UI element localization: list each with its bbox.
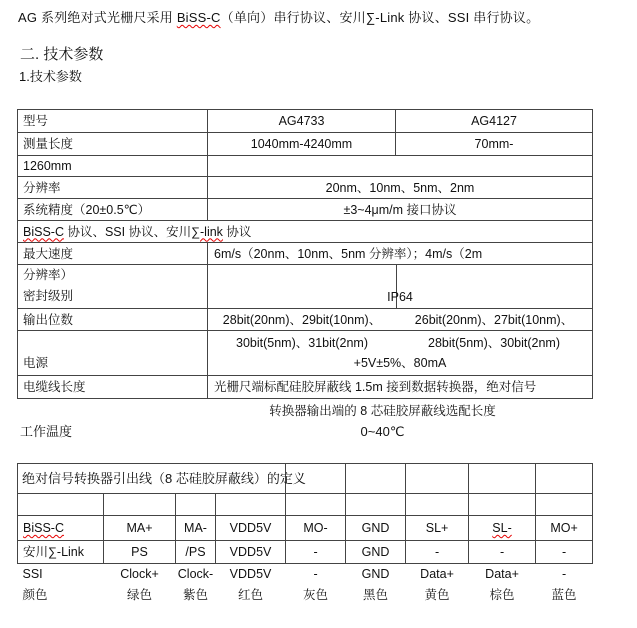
pinout-cell: -	[406, 541, 469, 564]
pinout-cell: PS	[104, 541, 176, 564]
pinout-cell: SL+	[406, 516, 469, 541]
pinout-cell: Clock+	[120, 567, 159, 581]
intro-text-pre: AG 系列绝对式光栅尺采用	[18, 10, 177, 25]
wire-color-cell: 黄色	[424, 588, 450, 602]
spec-label-output-bits: 输出位数	[18, 309, 208, 331]
empty-cell	[216, 494, 286, 516]
section-heading: 二. 技术参数	[20, 46, 104, 63]
pinout-title: 绝对信号转换器引出线（8 芯硅胶屏蔽线）的定义	[18, 464, 286, 494]
spec-sealing-value-cell	[208, 265, 593, 309]
spec-length-col2: 70mm-	[396, 133, 593, 156]
cable-continuation-text: 转换器输出端的 8 芯硅胶屏蔽线选配长度	[269, 404, 496, 418]
pinout-protocol-ssi: SSI	[22, 567, 43, 581]
sealing-label-line1: 分辨率）	[23, 268, 74, 282]
sealing-label-line2: 密封级别	[23, 289, 74, 303]
spec-label-model: 型号	[18, 110, 208, 133]
empty-cell	[104, 494, 176, 516]
table-row	[18, 243, 593, 265]
spec-protocols-row	[18, 221, 593, 243]
spec-label-cable: 电缆线长度	[18, 376, 208, 399]
table-row	[18, 584, 593, 606]
pinout-cell: VDD5V	[229, 567, 272, 581]
spec-max-speed-value: 6m/s（20nm、10nm、5nm 分辨率）；4m/s（2m	[208, 243, 593, 265]
spec-label-length: 测量长度	[18, 133, 208, 156]
spec-length-col1: 1040mm-4240mm	[208, 133, 396, 156]
table-row	[18, 516, 593, 541]
cable-continuation-line	[0, 401, 637, 421]
protocol-text: 协议、SSI 协议、安川	[63, 224, 192, 239]
empty-cell	[469, 494, 536, 516]
spec-cable-value: 光栅尺端标配硅胶屏蔽线 1.5m 接到数据转换器，绝对信号	[208, 376, 593, 399]
spec-length-continued: 1260mm	[18, 156, 208, 177]
pinout-cell: /PS	[176, 541, 216, 564]
sl-minus-misspelled: SL-	[492, 521, 512, 535]
table-row	[18, 309, 593, 331]
output-bits-ag4733: 28bit(20nm)、29bit(10nm)、	[222, 312, 382, 327]
table-row	[18, 376, 593, 399]
empty-cell	[208, 156, 593, 177]
spec-power-cell	[208, 331, 593, 376]
pinout-cell: -	[469, 541, 536, 564]
pinout-cell: -	[286, 541, 346, 564]
table-row	[18, 221, 593, 243]
intro-biss-c-misspelled: BiSS-C	[176, 10, 221, 25]
operating-temperature-line	[0, 422, 637, 442]
wire-color-cell: 黑色	[363, 588, 389, 602]
table-row	[18, 541, 593, 564]
pinout-protocol-yaskawa: 安川∑-Link	[18, 541, 104, 564]
spec-model-ag4127: AG4127	[396, 110, 593, 133]
table-row	[18, 199, 593, 221]
empty-cell	[346, 464, 406, 494]
wire-color-cell: 灰色	[303, 588, 329, 602]
spec-table	[17, 109, 593, 399]
spec-output-bits-cell	[208, 309, 593, 331]
pinout-cell: -	[313, 567, 318, 581]
empty-cell	[536, 464, 593, 494]
table-row	[18, 156, 593, 177]
pinout-cell: GND	[346, 516, 406, 541]
protocol-sigma-link-misspelled: ∑-link	[191, 224, 223, 239]
spec-accuracy-value: ±3~4μm/m 接口协议	[208, 199, 593, 221]
pinout-cell	[469, 516, 536, 541]
operating-temperature-label: 工作温度	[20, 424, 73, 439]
wire-color-cell: 紫色	[182, 588, 208, 602]
pinout-cell: GND	[361, 567, 390, 581]
subsection-heading: 1.技术参数	[19, 69, 82, 84]
pinout-cell: MA-	[176, 516, 216, 541]
output-bits-ag4127: 26bit(20nm)、27bit(10nm)、	[414, 312, 574, 327]
pinout-cell: -	[536, 541, 593, 564]
pinout-cell: GND	[346, 541, 406, 564]
pinout-cell: MO-	[286, 516, 346, 541]
pinout-cell: VDD5V	[216, 541, 286, 564]
empty-cell	[346, 494, 406, 516]
spec-label-max-speed: 最大速度	[18, 243, 208, 265]
table-row	[18, 494, 593, 516]
table-row	[18, 177, 593, 199]
wire-color-cell: 棕色	[489, 588, 515, 602]
spec-ip-rating: IP64	[387, 290, 413, 304]
table-row	[18, 110, 593, 133]
output-bits-ag4733-cont: 30bit(5nm)、31bit(2nm)	[236, 336, 368, 350]
spec-label-power: 电源	[18, 331, 208, 376]
protocol-biss-c-misspelled: BiSS-C	[23, 224, 64, 239]
empty-cell	[286, 494, 346, 516]
wire-color-cell: 绿色	[126, 588, 152, 602]
protocol-text-tail: 协议	[222, 224, 252, 239]
table-row	[18, 564, 593, 585]
empty-cell	[18, 494, 104, 516]
wire-color-cell: 蓝色	[551, 588, 577, 602]
empty-cell	[536, 494, 593, 516]
wire-color-label: 颜色	[22, 588, 48, 602]
spec-power-value: +5V±5%、80mA	[353, 356, 447, 370]
empty-cell	[469, 464, 536, 494]
pinout-cell: Clock-	[177, 567, 214, 581]
table-row	[18, 265, 593, 309]
spec-model-ag4733: AG4733	[208, 110, 396, 133]
empty-cell	[176, 494, 216, 516]
spec-label-accuracy: 系统精度（20±0.5℃）	[18, 199, 208, 221]
spec-resolution-value: 20nm、10nm、5nm、2nm	[208, 177, 593, 199]
intro-paragraph	[0, 0, 637, 26]
pinout-protocol-biss	[18, 516, 104, 541]
spec-label-sealing	[18, 265, 208, 309]
pinout-cell: Data+	[420, 567, 454, 581]
biss-c-misspelled: BiSS-C	[23, 521, 64, 535]
pinout-cell: VDD5V	[216, 516, 286, 541]
table-row	[18, 331, 593, 376]
pinout-cell: -	[561, 567, 567, 581]
spec-label-resolution: 分辨率	[18, 177, 208, 199]
pinout-cell: MA+	[104, 516, 176, 541]
output-bits-ag4127-cont: 28bit(5nm)、30bit(2nm)	[428, 336, 560, 350]
table-row	[18, 464, 593, 494]
spacer	[0, 401, 190, 421]
operating-temperature-value: 0~40℃	[360, 424, 405, 439]
pinout-table	[17, 463, 593, 606]
table-row	[18, 133, 593, 156]
intro-text-post: （单向）串行协议、安川∑-Link 协议、SSI 串行协议。	[220, 10, 540, 25]
pinout-cell: Data+	[485, 567, 519, 581]
pinout-cell: MO+	[536, 516, 593, 541]
empty-cell	[406, 464, 469, 494]
empty-cell	[406, 494, 469, 516]
wire-color-cell: 红色	[238, 588, 264, 602]
